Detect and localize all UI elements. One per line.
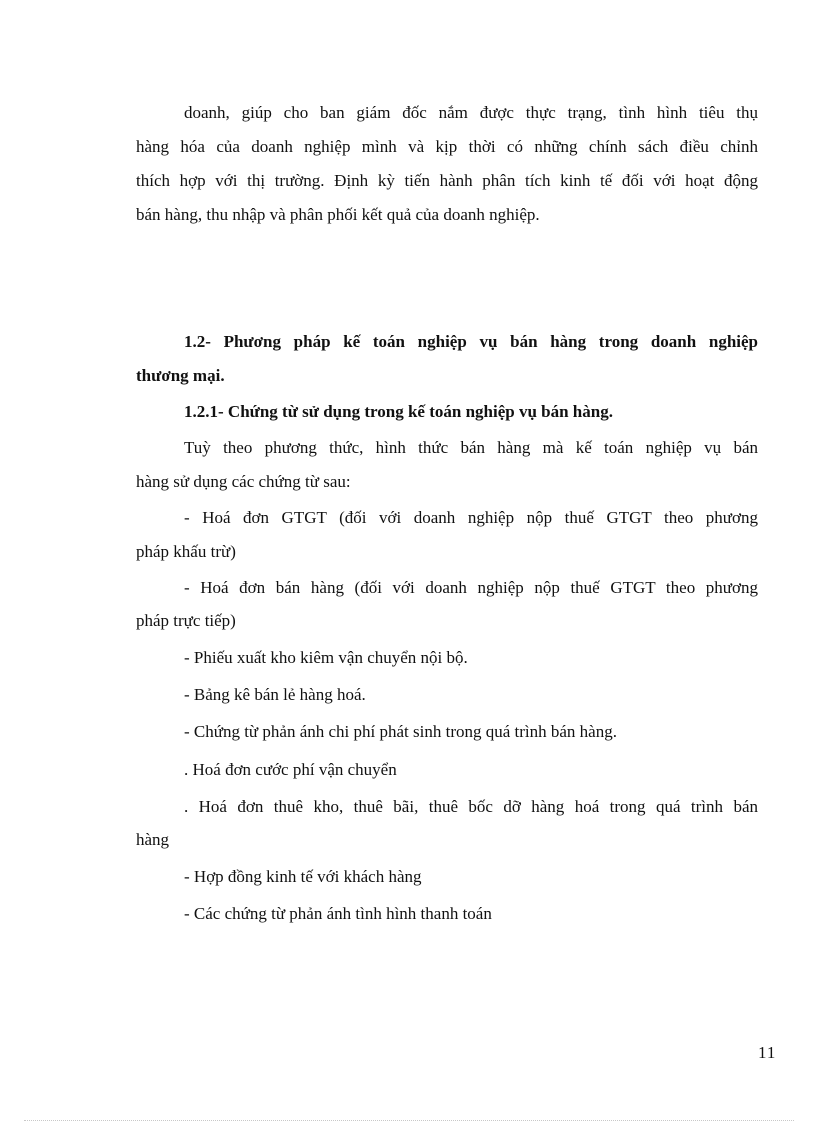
list-item: - Phiếu xuất kho kiêm vận chuyển nội bộ. xyxy=(184,648,468,667)
list-item: - Hoá đơn bán hàng (đối với doanh nghiệp nộp thuế GTGT theo phương xyxy=(184,578,758,597)
section-heading-continued: thương mại. xyxy=(136,366,225,385)
list-item: - Hoá đơn GTGT (đối với doanh nghiệp nộp thuế GTGT theo phương xyxy=(184,508,758,527)
intro-line: hàng sử dụng các chứng từ sau: xyxy=(136,472,351,491)
list-item: - Các chứng từ phản ánh tình hình thanh toán xyxy=(184,904,492,923)
paragraph-line: bán hàng, thu nhập và phân phối kết quả của doanh nghiệp. xyxy=(136,205,540,224)
footer-divider xyxy=(24,1120,794,1121)
page-number: 11 xyxy=(758,1043,777,1062)
section-heading: 1.2- Phương pháp kế toán nghiệp vụ bán hàng trong doanh nghiệp xyxy=(184,332,758,351)
list-item-continued: hàng xyxy=(136,830,170,849)
paragraph-line: thích hợp với thị trường. Định kỳ tiến hành phân tích kinh tế đối với hoạt động xyxy=(136,171,758,190)
paragraph-line: doanh, giúp cho ban giám đốc nắm được thực trạng, tình hình tiêu thụ xyxy=(184,103,758,122)
paragraph-line: hàng hóa của doanh nghiệp mình và kịp thời có những chính sách điều chỉnh xyxy=(136,137,758,156)
list-item: - Hợp đồng kinh tế với khách hàng xyxy=(184,867,422,886)
list-item: - Chứng từ phản ánh chi phí phát sinh trong quá trình bán hàng. xyxy=(184,722,617,741)
intro-line: Tuỳ theo phương thức, hình thức bán hàng mà kế toán nghiệp vụ bán xyxy=(184,438,758,457)
subsection-heading: 1.2.1- Chứng từ sử dụng trong kế toán nghiệp vụ bán hàng. xyxy=(184,402,613,421)
list-item-continued: pháp khấu trừ) xyxy=(136,542,236,561)
list-item-continued: pháp trực tiếp) xyxy=(136,611,236,630)
list-item: . Hoá đơn cước phí vận chuyển xyxy=(184,760,397,779)
list-item: . Hoá đơn thuê kho, thuê bãi, thuê bốc dỡ hàng hoá trong quá trình bán xyxy=(184,797,758,816)
list-item: - Bảng kê bán lẻ hàng hoá. xyxy=(184,685,366,704)
